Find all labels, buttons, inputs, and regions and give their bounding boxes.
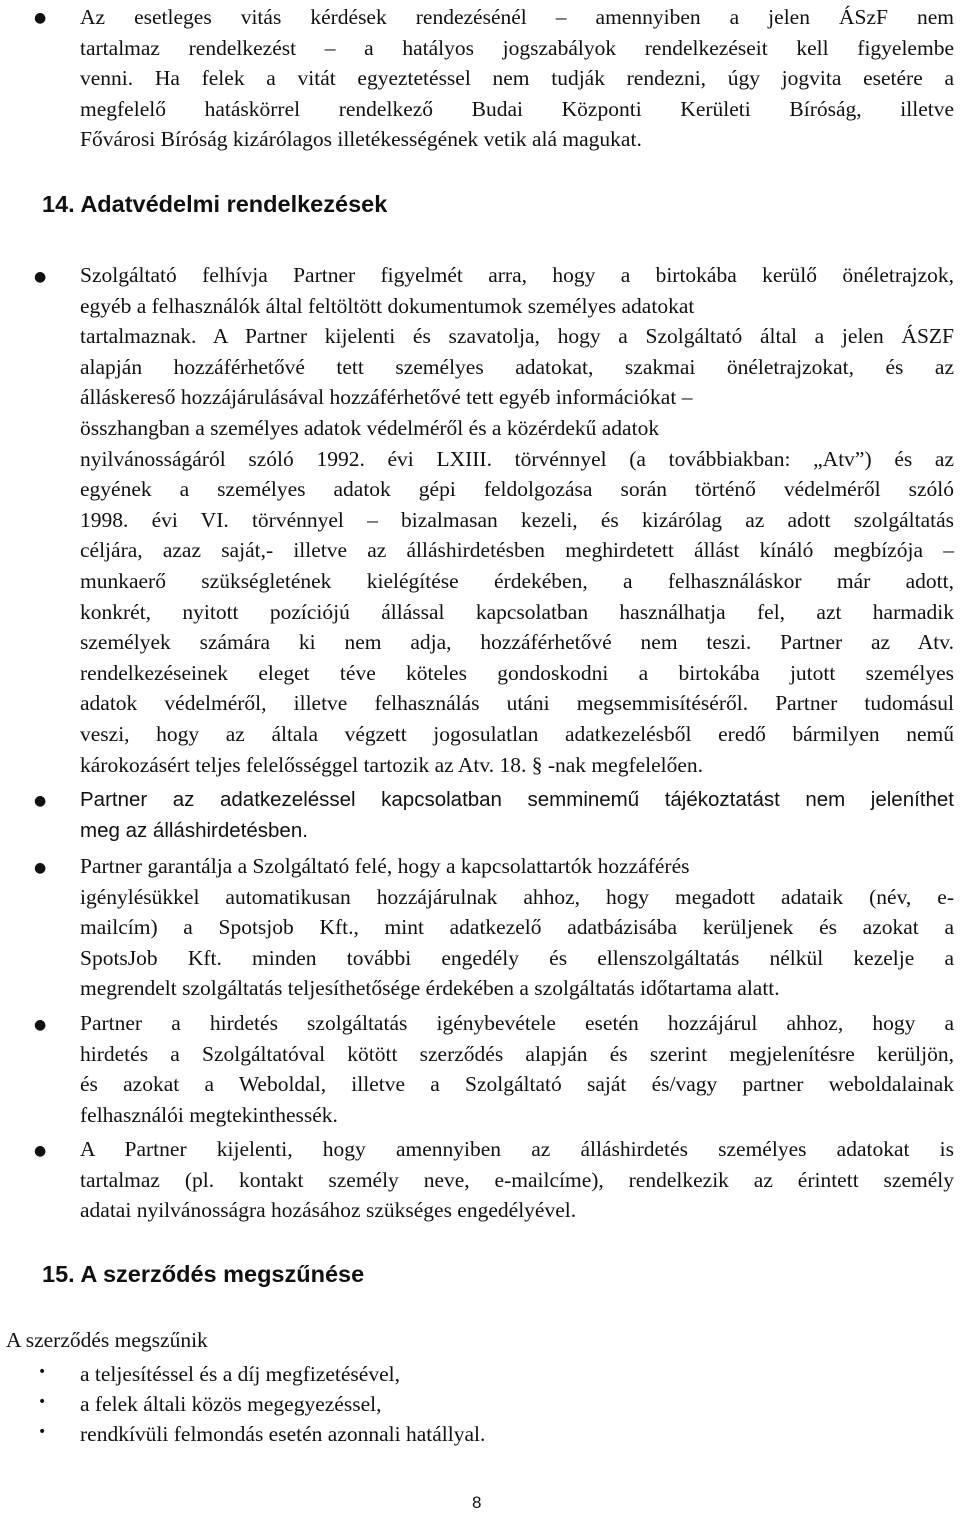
paragraph-line: rendelkezéseinek eleget téve köteles gondoskodni a birtokába jutott személyes [80,660,954,685]
paragraph-line: személyek számára ki nem adja, hozzáférhetővé nem teszi. Partner az Atv. [80,630,954,655]
section14-bullet-4 [80,1008,954,1130]
paragraph-line: egyéb a felhasználók által feltöltött dokumentumok személyes adatokat [80,293,695,318]
paragraph-line: megrendelt szolgáltatás teljesíthetősége érdekében a szolgáltatás időtartama alatt. [80,976,780,1001]
section15-heading: 15. A szerződés megszűnése [42,1261,365,1287]
list-item: rendkívüli felmondás esetén azonnali hatállyal. [80,1422,486,1446]
paragraph-line: tartalmaznak. A Partner kijelenti és szavatolja, hogy a Szolgáltató által a jelen ÁSZF [80,324,954,349]
bullet-marker: ● [34,10,47,26]
paragraph-line: megfelelő hatáskörrel rendelkező Budai Központi Kerületi Bíróság, illetve [80,96,954,121]
bullet-marker: ● [34,860,47,876]
section14-bullet-2 [80,784,954,846]
paragraph-line: adatai nyilvánosságra hozásához szükséges engedélyével. [80,1198,577,1223]
paragraph-line: álláskereső hozzájárulásával hozzáférhetővé tett egyéb információkat – [80,385,693,410]
paragraph-line: meg az álláshirdetésben. [80,819,308,842]
list-bullet: • [38,1424,47,1440]
paragraph-line: 1998. évi VI. törvénnyel – bizalmasan kezeli, és kizárólag az adott szolgáltatás [80,507,954,532]
paragraph-line: alapján hozzáférhetővé tett személyes adatokat, szakmai önéletrajzokat, és az [80,354,954,379]
paragraph-line: céljára, azaz saját,- illetve az álláshirdetésben meghirdetett állást kínáló megbízója – [80,538,954,563]
paragraph-line: SpotsJob Kft. minden további engedély és ellenszolgáltatás nélkül kezelje a [80,945,954,970]
paragraph-line: venni. Ha felek a vitát egyeztetéssel nem tudják rendezni, úgy jogvita esetére a [80,66,954,91]
bullet-marker: ● [34,1017,47,1033]
paragraph-line: felhasználói megtekinthessék. [80,1102,338,1127]
paragraph-line: Szolgáltató felhívja Partner figyelmét arra, hogy a birtokába kerülő önéletrajzok, [80,263,954,287]
paragraph-line: Fővárosi Bíróság kizárólagos illetékességének vetik alá magukat. [80,127,642,152]
paragraph-line: Partner garantálja a Szolgáltató felé, hogy a kapcsolattartók hozzáférés [80,854,690,878]
paragraph-line: Partner az adatkezeléssel kapcsolatban semminemű tájékoztatást nem jeleníthet [80,788,954,811]
bullet-marker: ● [34,269,47,285]
paragraph-line: tartalmaz (pl. kontakt személy neve, e-mailcíme), rendelkezik az érintett személy [80,1167,954,1192]
list-item: a felek általi közös megegyezéssel, [80,1392,382,1416]
section14-bullet-1 [80,260,954,780]
section14-heading: 14. Adatvédelmi rendelkezések [42,191,388,217]
paragraph-line: károkozásért teljes felelősséggel tartozik az Atv. 18. § -nak megfelelően. [80,752,704,777]
page-number: 8 [472,1493,482,1512]
bullet-marker: ● [34,793,47,809]
list-bullet: • [38,1364,47,1380]
list-item: a teljesítéssel és a díj megfizetésével, [80,1362,400,1386]
paragraph-line: A Partner kijelenti, hogy amennyiben az álláshirdetés személyes adatokat is [80,1137,954,1161]
section14-bullet-3 [80,851,954,1004]
paragraph-line: munkaerő szükségletének kielégítése érdekében, a felhasználáskor már adott, [80,568,954,593]
paragraph-line: összhangban a személyes adatok védelméről és a közérdekű adatok [80,415,660,440]
list-bullet: • [38,1394,47,1410]
paragraph-line: veszi, hogy az általa végzett jogosulatlan adatkezelésből eredő bármilyen nemű [80,721,954,746]
paragraph-line: konkrét, nyitott pozíciójú állással kapcsolatban használhatja fel, azt harmadik [80,599,954,624]
section13-paragraph [80,2,954,155]
paragraph-line: hirdetés a Szolgáltatóval kötött szerződés alapján és szerint megjelenítésre kerüljön, [80,1041,954,1066]
paragraph-line: Az esetleges vitás kérdések rendezésénél – amennyiben a jelen ÁSzF nem [80,5,954,29]
paragraph-line: nyilvánosságáról szóló 1992. évi LXIII. törvénnyel (a továbbiakban: „Atv”) és az [80,446,954,471]
bullet-marker: ● [34,1143,47,1159]
paragraph-line: és azokat a Weboldal, illetve a Szolgáltató saját és/vagy partner weboldalainak [80,1072,954,1097]
paragraph-line: Partner a hirdetés szolgáltatás igénybevétele esetén hozzájárul ahhoz, hogy a [80,1011,954,1035]
paragraph-line: egyének a személyes adatok gépi feldolgozása során történő védelméről szóló [80,477,954,502]
paragraph-line: igénylésükkel automatikusan hozzájárulnak ahhoz, hogy megadott adataik (név, e- [80,884,954,909]
paragraph-line: mailcím) a Spotsjob Kft., mint adatkezelő adatbázisába kerüljenek és azokat a [80,915,954,940]
paragraph-line: tartalmaz rendelkezést – a hatályos jogszabályok rendelkezéseit kell figyelembe [80,35,954,60]
section15-lead: A szerződés megszűnik [6,1328,208,1352]
paragraph-line: adatok védelméről, illetve felhasználás utáni megsemmisítéséről. Partner tudomásul [80,691,954,716]
section14-bullet-5 [80,1134,954,1226]
